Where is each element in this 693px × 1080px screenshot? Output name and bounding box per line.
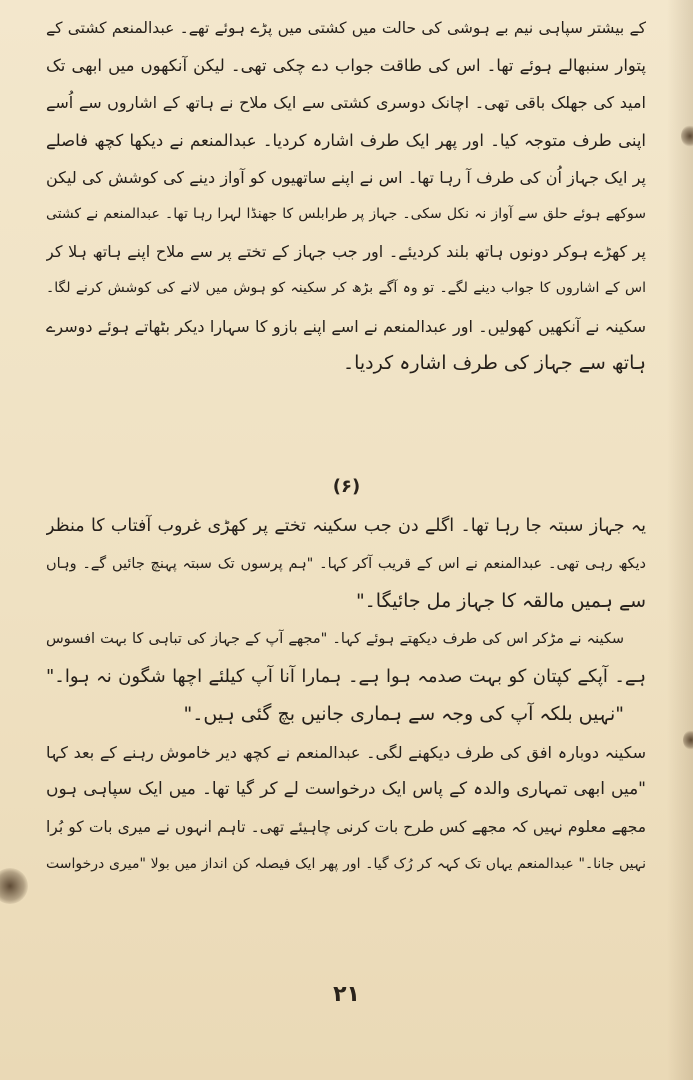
text-line: پتوار سنبھالے ہوئے تھا۔ اس کی طاقت جواب دے چکی تھی۔ لیکن آنکھوں میں ابھی تک (46, 56, 646, 76)
text-line: یہ جہاز سبتہ جا رہا تھا۔ اگلے دن جب سکینہ تختے پر کھڑی غروب آفتاب کا منظر (46, 516, 646, 536)
binding-shadow (667, 0, 693, 1080)
text-line: "میں ابھی تمہاری والدہ کے پاس ایک درخواست لے کر گیا تھا۔ میں ایک سپاہی ہوں (46, 779, 646, 800)
text-line: "نہیں بلکہ آپ کی وجہ سے ہماری جانیں بچ گئی ہیں۔" (183, 702, 624, 725)
ink-stain (681, 125, 693, 147)
text-line: ہے۔ آپکے کپتان کو بہت صدمہ ہوا ہے۔ ہمارا آنا آپ کیلئے اچھا شگون نہ ہوا۔" (46, 666, 646, 688)
paragraph-block-2 (46, 508, 646, 884)
text-line: مجھے معلوم نہیں کہ مجھے کس طرح بات کرنی چاہیئے تھی۔ تاہم انہوں نے میری بات کو بُرا (46, 817, 646, 836)
ink-stain (0, 868, 28, 904)
ink-stain (683, 730, 693, 750)
text-line: پر کھڑے ہوکر دونوں ہاتھ بلند کردیئے۔ اور جب جہاز کے تختے پر سے ملاح اپنے ہاتھ ہلا کر (46, 242, 646, 262)
section-heading: (۶) (332, 476, 361, 497)
text-line: سکینہ نے مڑکر اس کی طرف دیکھتے ہوئے کہا۔ "مجھے آپ کے جہاز کی تباہی کا بہت افسوس (46, 630, 624, 647)
page-number: ۲۱ (333, 982, 360, 1007)
text-line: سوکھے ہوئے حلق سے آواز نہ نکل سکی۔ جہاز پر طرابلس کا جھنڈا لہرا رہا تھا۔ عبدالمنعم نے کشتی (46, 205, 646, 222)
text-line: دیکھ رہی تھی۔ عبدالمنعم نے اس کے قریب آکر کہا۔ "ہم پرسوں تک سبتہ پہنچ جائیں گے۔ وہاں (46, 555, 646, 572)
text-line: کے بیشتر سپاہی نیم بے ہوشی کی حالت میں کشتی میں پڑے ہوئے تھے۔ عبدالمنعم کشتی کے (46, 19, 646, 37)
text-line: نہیں جانا۔" عبدالمنعم یہاں تک کہہ کر رُک گیا۔ اور پھر ایک فیصلہ کن انداز میں بولا "میری درخواست (46, 856, 646, 873)
text-line: اپنی طرف متوجہ کیا۔ اور پھر ایک طرف اشارہ کردیا۔ عبدالمنعم نے دیکھا کچھ فاصلے (46, 130, 646, 150)
paragraph-block-1 (46, 10, 646, 382)
text-line: ہاتھ سے جہاز کی طرف اشارہ کردیا۔ (342, 351, 646, 374)
text-line: پر ایک جہاز اُن کی طرف آ رہا تھا۔ اس نے اپنے ساتھیوں کو آواز دینے کی کوشش کی لیکن (46, 167, 646, 187)
text-line: سے ہمیں مالقہ کا جہاز مل جائیگا۔" (355, 590, 646, 613)
text-line: امید کی جھلک باقی تھی۔ اچانک دوسری کشتی سے ایک ملاح نے ہاتھ کے اشاروں سے اُسے (46, 93, 646, 113)
text-line: سکینہ دوبارہ افق کی طرف دیکھنے لگی۔ عبدالمنعم نے کچھ دیر خاموش رہنے کے بعد کہا (46, 742, 646, 762)
text-line: سکینہ نے آنکھیں کھولیں۔ اور عبدالمنعم نے اسے اپنے بازو کا سہارا دیکر بٹھاتے ہوئے دوسرے (46, 316, 646, 336)
text-line: اس کے اشاروں کا جواب دینے لگے۔ تو وہ آگے بڑھ کر سکینہ کو ہوش میں لانے کی کوشش کرنے لگا۔ (46, 280, 646, 297)
